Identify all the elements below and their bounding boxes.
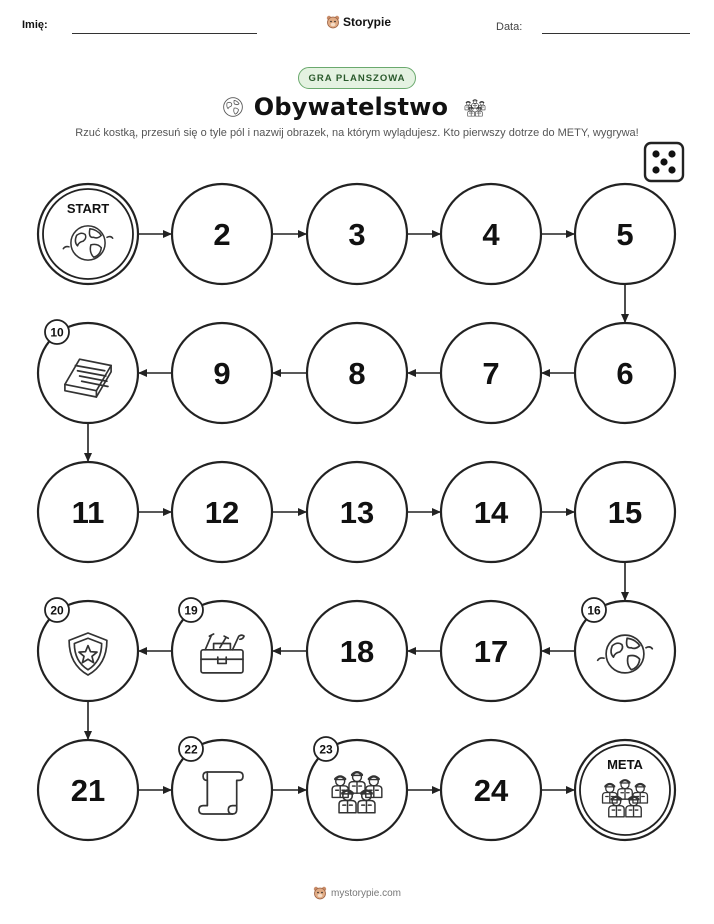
title-text: Obywatelstwo <box>253 93 449 121</box>
cell-number: 21 <box>70 773 106 808</box>
board-cell-13 <box>307 462 407 562</box>
board-cell-21 <box>38 740 138 840</box>
board-cell-20 <box>38 598 138 701</box>
name-label: Imię: <box>22 19 48 31</box>
start-label: START <box>66 201 110 216</box>
instructions: Rzuć kostką, przesuń się o tyle pól i nazwij obrazek, na którym wylądujesz. Kto pierwszy dotrze do METY, wygrywa! <box>75 127 639 139</box>
footer-url[interactable]: mystorypie.com <box>330 887 401 899</box>
cell-number: 16 <box>587 603 601 618</box>
cell-number: 20 <box>50 603 64 618</box>
cell-number: 2 <box>213 217 231 252</box>
board-cell-10 <box>38 320 138 423</box>
cell-number: 7 <box>482 356 500 391</box>
cell-number: 9 <box>213 356 231 391</box>
board-cell-8 <box>307 323 407 423</box>
board-cell-11 <box>38 462 138 562</box>
board-cell-15 <box>575 462 675 562</box>
board-cell-2 <box>172 184 272 284</box>
cell-number-badge <box>179 737 203 761</box>
bear-icon <box>313 886 327 900</box>
game-type-badge: GRA PLANSZOWA <box>298 67 416 89</box>
cell-number: 12 <box>204 495 240 530</box>
dice-pip <box>652 166 659 173</box>
cell-number-badge <box>582 598 606 622</box>
cell-number-badge <box>45 598 69 622</box>
cell-number-badge <box>45 320 69 344</box>
board-cell-16 <box>575 598 675 701</box>
board-cell-18 <box>307 601 407 701</box>
board-cell-1 <box>38 184 138 284</box>
dice-icon <box>645 143 683 181</box>
cell-number: 11 <box>71 495 105 530</box>
board-cell-24 <box>441 740 541 840</box>
board-cell-19 <box>172 598 272 701</box>
cell-number-badge <box>179 598 203 622</box>
board-cell-25 <box>575 740 675 840</box>
cell-number: 24 <box>473 773 509 808</box>
board-cell-4 <box>441 184 541 284</box>
board-cell-22 <box>172 737 272 840</box>
cell-number: 8 <box>348 356 366 391</box>
cell-number: 19 <box>184 603 198 618</box>
board-cell-6 <box>575 323 675 423</box>
cell-number: 5 <box>616 217 634 252</box>
date-label: Data: <box>496 21 523 33</box>
dice-pip <box>660 158 667 165</box>
cell-number: 14 <box>473 495 509 530</box>
brand-name: Storypie <box>343 15 392 29</box>
cell-number: 4 <box>482 217 500 252</box>
cell-number: 10 <box>50 325 64 340</box>
cell-number: 22 <box>184 742 198 757</box>
board-cell-17 <box>441 601 541 701</box>
cell-number: 17 <box>473 634 509 669</box>
dice-pip <box>668 150 675 157</box>
cell-number: 6 <box>616 356 634 391</box>
footer <box>0 886 714 900</box>
dice-pip <box>652 150 659 157</box>
cell-number: 13 <box>339 495 375 530</box>
cell-number: 3 <box>348 217 366 252</box>
board-cell-7 <box>441 323 541 423</box>
cell-number: 23 <box>319 742 333 757</box>
board-cell-12 <box>172 462 272 562</box>
cell-number: 15 <box>607 495 643 530</box>
cell-number: 18 <box>339 634 375 669</box>
board-cell-14 <box>441 462 541 562</box>
board-cell-9 <box>172 323 272 423</box>
dice-pip <box>668 166 675 173</box>
board-cell-3 <box>307 184 407 284</box>
board-cell-5 <box>575 184 675 284</box>
board-cell-23 <box>307 737 407 840</box>
finish-label: META <box>607 757 643 772</box>
cell-number-badge <box>314 737 338 761</box>
